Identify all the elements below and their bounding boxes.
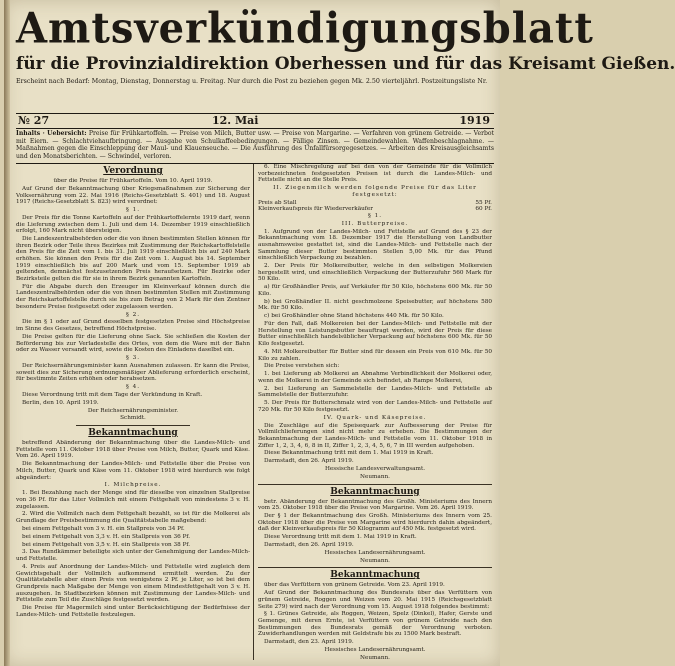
gazette-title: Amtsverkündigungsblatt xyxy=(16,3,594,54)
body-paragraph: § 1. Grünes Getreide, als Roggen, Weizen, Spelz (Dinkel), Hafer, Gerste und Gemenge, mit deren Ernte, ist Verfüttern von grünem Getreide nach den Bestimmungen des Bundesrats gemäß der Verordnung verboten. Zuwiderhandlungen werden mit Geldstrafe bis zu 1500 Mark bestraft. xyxy=(258,611,492,638)
body-paragraph: a) für Großhändler Preis, auf Verkäufer für 50 Kilo, höchstens 600 Mk. für 50 Kilo. xyxy=(258,284,492,297)
section-heading: Bekanntmachung xyxy=(330,570,420,581)
body-paragraph: Der Reichsernährungsminister kann Ausnahmen zulassen. Er kann die Preise, soweit dies zur Sicherung ordnungsmäßiger Ablieferung erforderlich erscheint, für bestimmte Zeiten erhöhen oder herabsetzen. xyxy=(16,362,250,383)
body-paragraph: 2. bei Lieferung an Sammelstelle der Landes-Milch- und Fettstelle ab Sammelstelle der Butterzufuhr. xyxy=(258,385,492,399)
body-paragraph: Der § 1 der Bekanntmachung des Großh. Ministeriums des Innern vom 25. Oktober 1918 über die Preise von Margarine wird hierdurch dahin abgeändert, daß der Kleinverkaufspreis für 50 Kilogramm auf 450 Mk. festgesetzt wird. xyxy=(258,513,492,533)
body-paragraph: Berlin, den 10. April 1919. xyxy=(22,399,99,406)
body-paragraph: 3. Das Rundkämmer beteiligte sich unter der Genehmigung der Landes-Milch- und Fettstelle. xyxy=(16,549,250,563)
centered-line: Hessisches Landesernährungsamt. xyxy=(324,647,426,654)
body-paragraph: 5. Der Preis für Butterschmalz wird von der Landes-Milch- und Fettstelle auf 720 Mk. für 50 Kilo festgesetzt. xyxy=(258,400,492,413)
paragraph-marker: § 1. xyxy=(125,207,141,213)
price-label: Kleinverkaufspreis für Wiederverkäufer xyxy=(258,206,373,213)
binding-spine xyxy=(4,0,10,666)
body-paragraph: Darmstadt, den 23. April 1919. xyxy=(264,639,354,646)
gazette-page xyxy=(4,0,675,666)
publication-note: Erscheint nach Bedarf: Montag, Dienstag, Donnerstag u. Freitag. Nur durch die Post zu beziehen gegen Mk. 2.50 vierteljährl. Postzeitungsliste Nr. xyxy=(16,78,488,85)
body-paragraph: Darmstadt, den 26. April 1919. xyxy=(264,458,354,465)
body-paragraph: betreffend Abänderung der Bekanntmachung über die Landes-Milch- und Fettstelle vom 11. Oktober 1918 über Preise von Milch, Butter, Quark und Käse. Vom 26. April 1919. xyxy=(16,440,250,460)
body-paragraph: Diese Verordnung tritt mit dem 1. Mai 1919 in Kraft. xyxy=(264,534,417,541)
section-heading: Bekanntmachung xyxy=(330,486,420,497)
contents-label: Inhalts · Uebersicht: xyxy=(16,130,87,137)
body-paragraph: bei einem Fettgehalt von 3,3 v. H. ein Stallpreis von 36 Pf. xyxy=(22,533,191,540)
body-paragraph: 1. bei Lieferung ab Molkerei an Abnahme Verbindlichkeit der Molkerei oder, wenn die Molkerei in der Gemeinde sich befindet, ab Rampe Molkerei, xyxy=(258,371,492,384)
price-line xyxy=(258,200,492,207)
price-value: 55 Pf. xyxy=(475,199,492,206)
centered-line: Neumann. xyxy=(360,473,390,480)
left-column xyxy=(16,164,250,660)
body-paragraph: Auf Grund der Bekanntmachung über Kriegsmaßnahmen zur Sicherung der Volksernährung vom 22. Mai 1916 (Reichs-Gesetzblatt S. 401) und 18. August 1917 (Reichs-Gesetzblatt S. 823) wird verordnet: xyxy=(16,185,250,206)
issue-number: № 27 xyxy=(18,114,50,127)
section-heading: Bekanntmachung xyxy=(88,428,178,439)
paragraph-marker: § 1. xyxy=(367,212,383,219)
centered-line: Hessische Landesverwaltungsamt. xyxy=(324,466,426,473)
paragraph-marker: IV. Quark- und Käsepreise. xyxy=(323,414,427,421)
section-rule xyxy=(258,567,492,568)
body-paragraph: betr. Abänderung der Bekanntmachung des Großh. Ministeriums des Innern vom 25. Oktober 1918 über die Preise von Margarine. Vom 26. April 1919. xyxy=(258,498,492,512)
body-paragraph: b) bei Großhändler II. nicht geschmolzene Speisebutter, auf höchstens 580 Mk. für 50 Kilo. xyxy=(258,298,492,312)
body-paragraph: Die im § 1 oder auf Grund desselben festgesetzten Preise sind Höchstpreise im Sinne des Gesetzes, betreffend Höchstpreise. xyxy=(16,319,250,333)
section-heading: Verordnung xyxy=(103,166,163,176)
body-paragraph: über das Verfüttern von grünem Getreide. Vom 23. April 1919. xyxy=(264,582,445,589)
right-column xyxy=(258,164,492,660)
paragraph-marker: II. Ziegenmilch werden folgende Preise für das Liter festgesetzt: xyxy=(273,185,477,198)
centered-line: Schmidt. xyxy=(120,415,146,422)
table-of-contents xyxy=(16,130,494,164)
body-paragraph: 2. Der Preis für Molkereibutter, welche in den selbstigen Molkereien hergestellt wird, und einschließlich Verpackung der Butterzufuhr 560 Mark für 50 Kilo. xyxy=(258,263,492,283)
body-paragraph: Darmstadt, den 26. April 1919. xyxy=(264,542,354,549)
gazette-subtitle: für die Provinzialdirektion Oberhessen und für das Kreisamt Gießen. xyxy=(16,54,675,74)
body-paragraph: Die Bekanntmachung der Landes-Milch- und Fettstelle über die Preise von Milch, Butter, Quark und Käse vom 11. Oktober 1918 wird hierdurch wie folgt abgeändert: xyxy=(16,461,250,481)
body-paragraph: 2. Wird die Vollmilch nach dem Fettgehalt bezahlt, so ist für die Molkerei als Grundlage der Preisbestimmung die Qualitätstabelle maßgebend: xyxy=(16,511,250,525)
section-rule xyxy=(76,425,190,426)
centered-line: Neumann. xyxy=(360,557,390,564)
body-paragraph: bei einem Fettgehalt von 3,5 v. H. ein Stallpreis von 38 Pf. xyxy=(22,541,191,548)
body-paragraph: Diese Verordnung tritt mit dem Tage der Verkündung in Kraft. xyxy=(22,391,203,398)
body-paragraph: Die Preise verstehen sich: xyxy=(264,363,340,370)
paragraph-marker: I. Milchpreise. xyxy=(104,482,162,489)
price-label: Preis ab Stall xyxy=(258,199,297,206)
issue-bar xyxy=(16,113,494,129)
paragraph-marker: III. Butterpreise. xyxy=(341,220,409,227)
body-paragraph: c) bei Großhändler ohne Stand höchstens 440 Mk. für 50 Kilo. xyxy=(264,313,444,320)
price-line xyxy=(258,206,492,213)
body-paragraph: Der Preis für die Tonne Kartoffeln auf der Frühkartoffelernte 1919 darf, wenn die Lieferung zwischen dem 1. Juli und dem 14. Dezember 1919 einschließlich erfolgt, 160 Mark nicht übersteigen. xyxy=(16,214,250,235)
body-paragraph: Diese Bekanntmachung tritt mit dem 1. Mai 1919 in Kraft. xyxy=(264,450,434,457)
centered-line: über die Preise für Frühkartoffeln. Vom 10. April 1919. xyxy=(53,178,213,184)
body-paragraph: 1. Aufgrund von der Landes-Milch- und Fettstelle auf Grund des § 23 der Bekanntmachung vom 18. Dezember 1917 die Herstellung von Landbutter ausnahmsweise gestattet ist, sind die Landes-Milch- und Fettstelle nach der Sammlung dieser Butter bestimmten Stellen 5,00 Mk. für das Pfund einschließlich Verpackung zu bezahlen. xyxy=(258,228,492,262)
body-paragraph: 4. Preis auf Anordnung der Landes-Milch- und Fettstelle wird zugleich dem Gewichtsgehalt der Vollmilch aufkommend ermittelt werden. Zu der Qualitätstabelle aber einen Preis von wenigstens 2 Pf. je Liter, so ist bei dem Grundpreis nach Maßgabe der Menge von einem Mindestfettgehalt von 3 v. H. auszugehen. In Stadtbezirken können mit Zustimmung der Landes-Milch- und Fettstelle zum Teil die Zuschläge festgesetzt werden. xyxy=(16,563,250,604)
issue-year: 1919 xyxy=(459,114,490,127)
centered-line: Hessisches Landesernährungsamt. xyxy=(324,549,426,556)
body-paragraph: Die Landeszentralbehörden oder die von ihnen bestimmten Stellen können für ihren Bezirk oder Teile ihres Bezirkes mit Zustimmung der Reichskartoffelstelle den Preis für die Zeit vom 1. bis 31. Juli 1919 einschließlich bis auf 240 Mark erhöhen. Sie können den Preis für die Zeit vom 1. August bis 14. September 1919 einschließlich bis auf 200 Mark und vom 15. September 1919 ab geltenden, demnächst festzusetzenden Preis heraufsetzen. Für Bezirke oder Bezirksteile gelten die für sie in ihrem Bezirk genannten Kartoffeln. xyxy=(16,236,250,282)
body-paragraph: Die Preise für Magermilch sind unter Berücksichtigung der Bedürfnisse der Landes-Milch- und Fettstelle festzulegen. xyxy=(16,605,250,618)
body-paragraph: Für die Abgabe durch den Erzeuger im Kleinverkauf können durch die Landeszentralbehörden oder die von ihnen bestimmten Stellen mit Zustimmung der Reichskartoffelstelle durch sie bis zum Betrag von 2 Mark für den Zentner besondere Preise festgesetzt oder zugelassen werden. xyxy=(16,283,250,310)
contents-text: Preise für Frühkartoffeln. — Preise von Milch, Butter usw. — Preise von Margarine. — Verfahren von grünem Getreide. — Verbot mit Eiern. — Schlachtviehaufbringung. — Ausgabe von Schulkaffeebedingungen. — Fällige Zinsen. — Gemeindewahlen. Waffenbeschlagnahme. — Maßnahmen gegen die Einschleppung der Maul- und Klauenseuche. — Die Ausführung des Unfallfürsorgegesetzes. — Arbeiten des Kreisausgleichsamts und den Monatsberichten. — Schwindel, verloren. xyxy=(16,130,495,160)
paragraph-marker: § 3. xyxy=(125,355,141,362)
body-paragraph: bei einem Fettgehalt von 3 v. H. ein Stallpreis von 34 Pf. xyxy=(22,525,185,532)
paragraph-marker: § 4. xyxy=(125,384,141,391)
price-value: 60 Pf. xyxy=(475,206,492,213)
masthead xyxy=(16,3,675,86)
body-paragraph: Die Zuschläge auf die Speisequark zur Aufbesserung der Preise für Vollmilchlieferungen sind nicht mehr zu erheben. Die Bestimmungen der Bekanntmachung der Landes-Milch- und Fettstelle vom 11. Oktober 1918 in Ziffer 1, 2, 3, 4, 6, 8 in II, Ziffer 1, 2, 3, 4, 5, 6, 7 in III werden aufgehoben. xyxy=(258,422,492,449)
body-paragraph: Die Preise gelten für die Lieferung ohne Sack. Sie schließen die Kosten der Beförderung bis zur Verladestelle des Ortes, von dem die Ware mit der Bahn oder zu Wasser versandt wird, sowie die Kosten des Einladens daselbst ein. xyxy=(16,333,250,354)
body-paragraph: 1. Bei Bezahlung nach der Menge sind für dieselbe von einzelnen Stallpreise von 36 Pf. für das Liter Vollmilch mit einem Fettgehalt von mindestens 3 v. H. zugelassen. xyxy=(16,490,250,510)
body-paragraph: 6. Eine Mischregelung auf bei den von der Gemeinde für die Vollmilch vorbezeichneten festgesetzten Preisen ist durch die Landes-Milch- und Fettstelle nicht an die Stelle Preis. xyxy=(258,164,492,184)
section-rule xyxy=(258,484,492,485)
body-paragraph: 4. Mit Molkereibutter für Butter sind für dessen ein Preis von 610 Mk. für 50 Kilo zu zahlen. xyxy=(258,348,492,362)
paragraph-marker: § 2. xyxy=(125,311,141,318)
body-paragraph: Für den Fall, daß Molkereien bei der Landes-Milch- und Fettstelle mit der Herstellung von Leistungsbutter beauftragt werden, wird der Preis für diese Butter einschließlich handelsüblicher Verpackung auf höchstens 600 Mk. für 50 Kilo festgesetzt. xyxy=(258,321,492,348)
column-divider xyxy=(253,164,254,660)
centered-line: Neumann. xyxy=(360,654,390,661)
issue-date: 12. Mai xyxy=(212,114,259,127)
body-paragraph: Auf Grund der Bekanntmachung des Bundesrats über das Verfüttern von grünem Getreide, Roggen und Weizen vom 20. Mai 1915 (Reichsgesetzblatt Seite 279) wird nach der Verordnung vom 15. August 1918 folgendes bestimmt: xyxy=(258,590,492,610)
centered-line: Der Reichsernährungsminister. xyxy=(87,407,179,414)
